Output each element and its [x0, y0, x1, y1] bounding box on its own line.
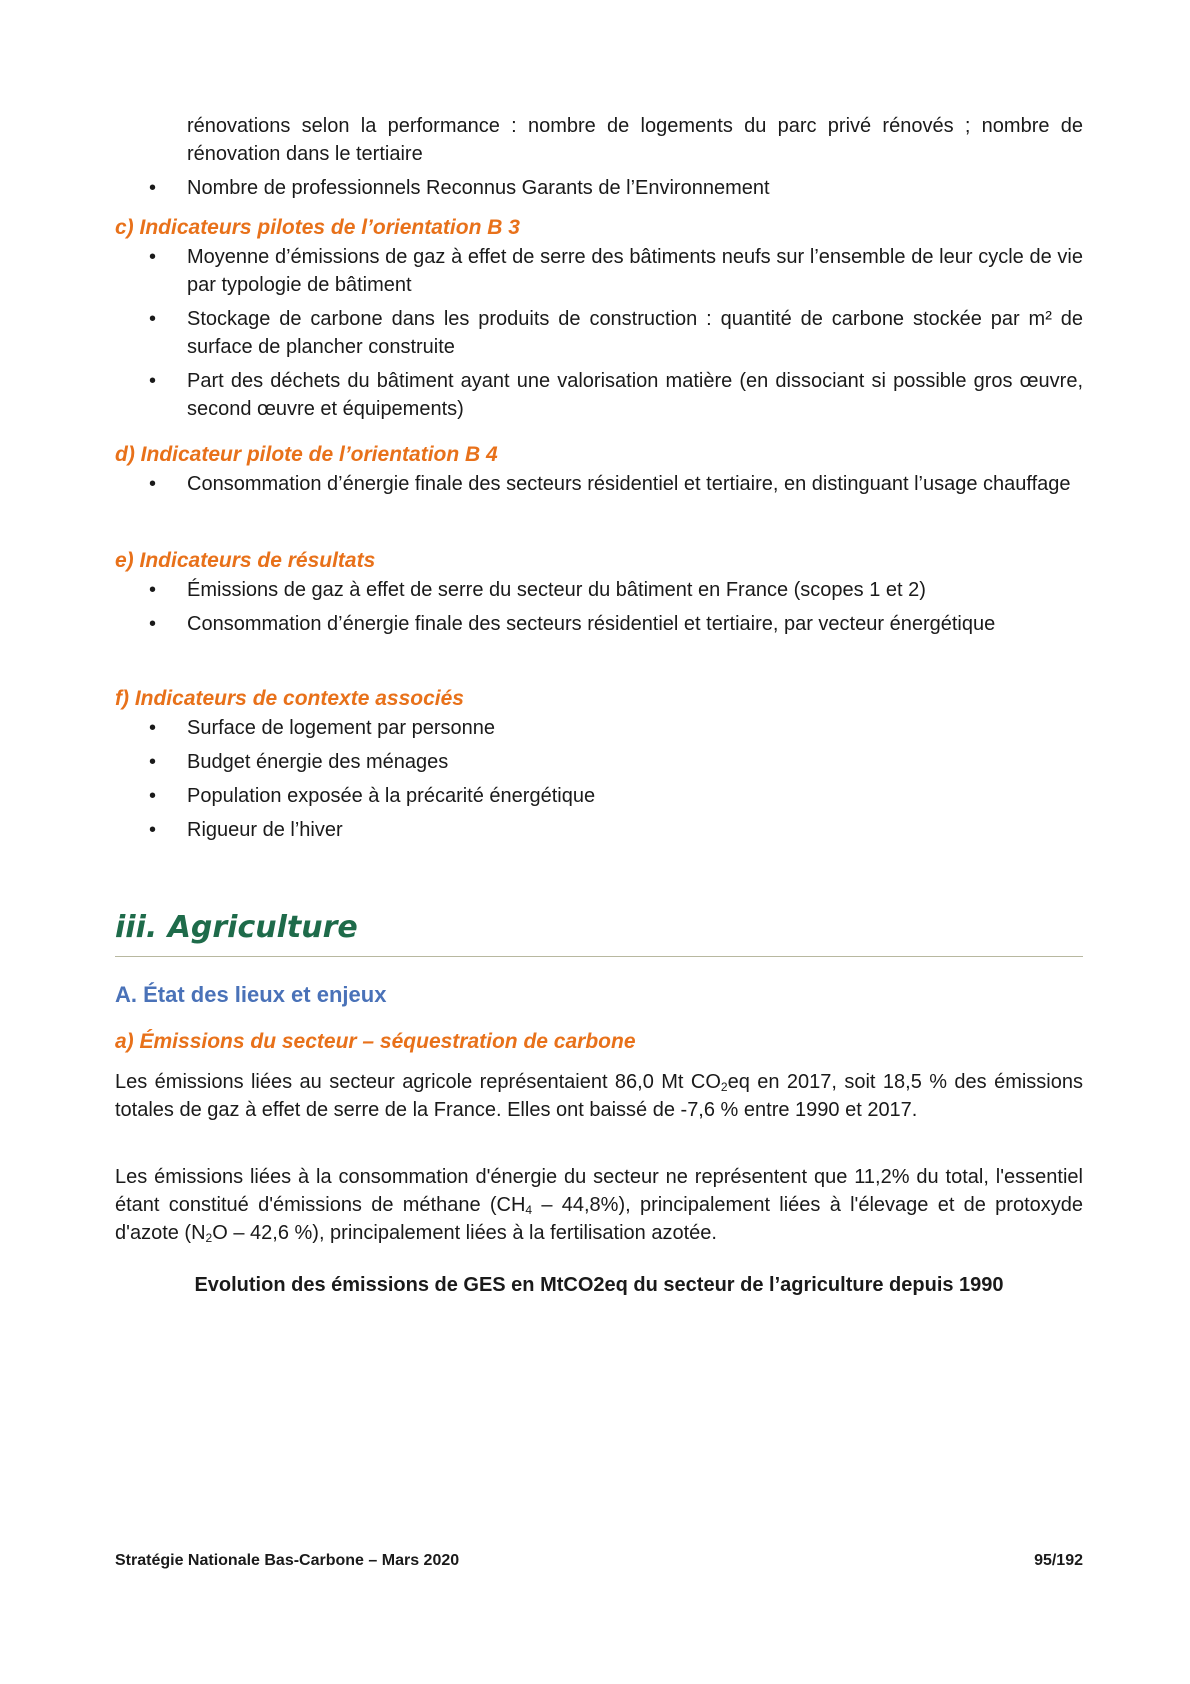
list-item: • Surface de logement par personne: [115, 714, 1083, 742]
list-item: • Nombre de professionnels Reconnus Garants de l’Environnement: [115, 174, 1083, 202]
bullet-icon: •: [149, 177, 157, 199]
section-title-agriculture: iii. Agriculture: [115, 910, 358, 945]
bullet-icon: •: [149, 785, 157, 807]
subheading-f: f) Indicateurs de contexte associés: [115, 687, 464, 710]
bullet-icon: •: [149, 370, 157, 392]
paragraph-methane: Les émissions liées à la consommation d'énergie du secteur ne représentent que 11,2% du total, l'essentiel étant constitué d'émissions de méthane $(CH_4 - 44,8\%)$, principalement liées à l'élevage et de protoxyde d'azote ($N_2O - 42,6$ %), principalement liées à la fertilisation azotée.: [115, 1166, 1083, 1245]
bullet-icon: •: [149, 751, 157, 773]
figure-caption: Evolution des émissions de GES en MtCO2eq du secteur de l’agriculture depuis 1990: [194, 1274, 1004, 1296]
list-item: • Émissions de gaz à effet de serre du secteur du bâtiment en France (scopes 1 et 2): [115, 576, 1083, 604]
bullet-icon: •: [149, 717, 157, 739]
subheading-e: e) Indicateurs de résultats: [115, 549, 376, 572]
section-divider: [115, 956, 1083, 957]
bullet-icon: •: [149, 473, 157, 495]
list-item: • Moyenne d’émissions de gaz à effet de serre des bâtiments neufs sur l’ensemble de leur cycle de vie par typologie de bâtiment: [115, 243, 1083, 299]
list-item: • Budget énergie des ménages: [115, 748, 1083, 776]
subsection-title: A. État des lieux et enjeux: [115, 982, 387, 1007]
list-item: • Population exposée à la précarité énergétique: [115, 782, 1083, 810]
continuation-text: rénovations selon la performance : nombre de logements du parc privé rénovés ; nombre de rénovation dans le tertiaire: [187, 115, 1083, 165]
bullet-icon: •: [149, 819, 157, 841]
list-item: • Consommation d’énergie finale des secteurs résidentiel et tertiaire, en distinguant l’usage chauffage: [115, 470, 1083, 498]
bullet-icon: •: [149, 579, 157, 601]
bullet-icon: •: [149, 613, 157, 635]
bullet-list-e: [115, 576, 1083, 644]
bullet-list-c: [115, 243, 1083, 429]
footer-title: Stratégie Nationale Bas-Carbone – Mars 2020: [115, 1552, 460, 1569]
bullet-list-top: [115, 174, 1083, 208]
bullet-list-f: [115, 714, 1083, 850]
subheading-emissions: a) Émissions du secteur – séquestration de carbone: [115, 1030, 636, 1053]
list-item: • Rigueur de l’hiver: [115, 816, 1083, 844]
list-item: • Consommation d’énergie finale des secteurs résidentiel et tertiaire, par vecteur énergétique: [115, 610, 1083, 638]
page-number: 95/192: [1034, 1552, 1083, 1569]
bullet-icon: •: [149, 308, 157, 330]
bullet-list-d: [115, 470, 1083, 504]
subheading-d: d) Indicateur pilote de l’orientation B 4: [115, 443, 498, 466]
list-item: • Stockage de carbone dans les produits de construction : quantité de carbone stockée par m² de surface de plancher construite: [115, 305, 1083, 361]
list-item: • Part des déchets du bâtiment ayant une valorisation matière (en dissociant si possible gros œuvre, second œuvre et équipements): [115, 367, 1083, 423]
paragraph-emissions: Les émissions liées au secteur agricole représentaient 86,0 Mt $CO_2eq$ en 2017, soit 18,5 % des émissions totales de gaz à effet de serre de la France. Elles ont baissé de -7,6 % entre 1990 et 2017.: [115, 1071, 1083, 1121]
bullet-icon: •: [149, 246, 157, 268]
subheading-c: c) Indicateurs pilotes de l’orientation B 3: [115, 216, 520, 239]
